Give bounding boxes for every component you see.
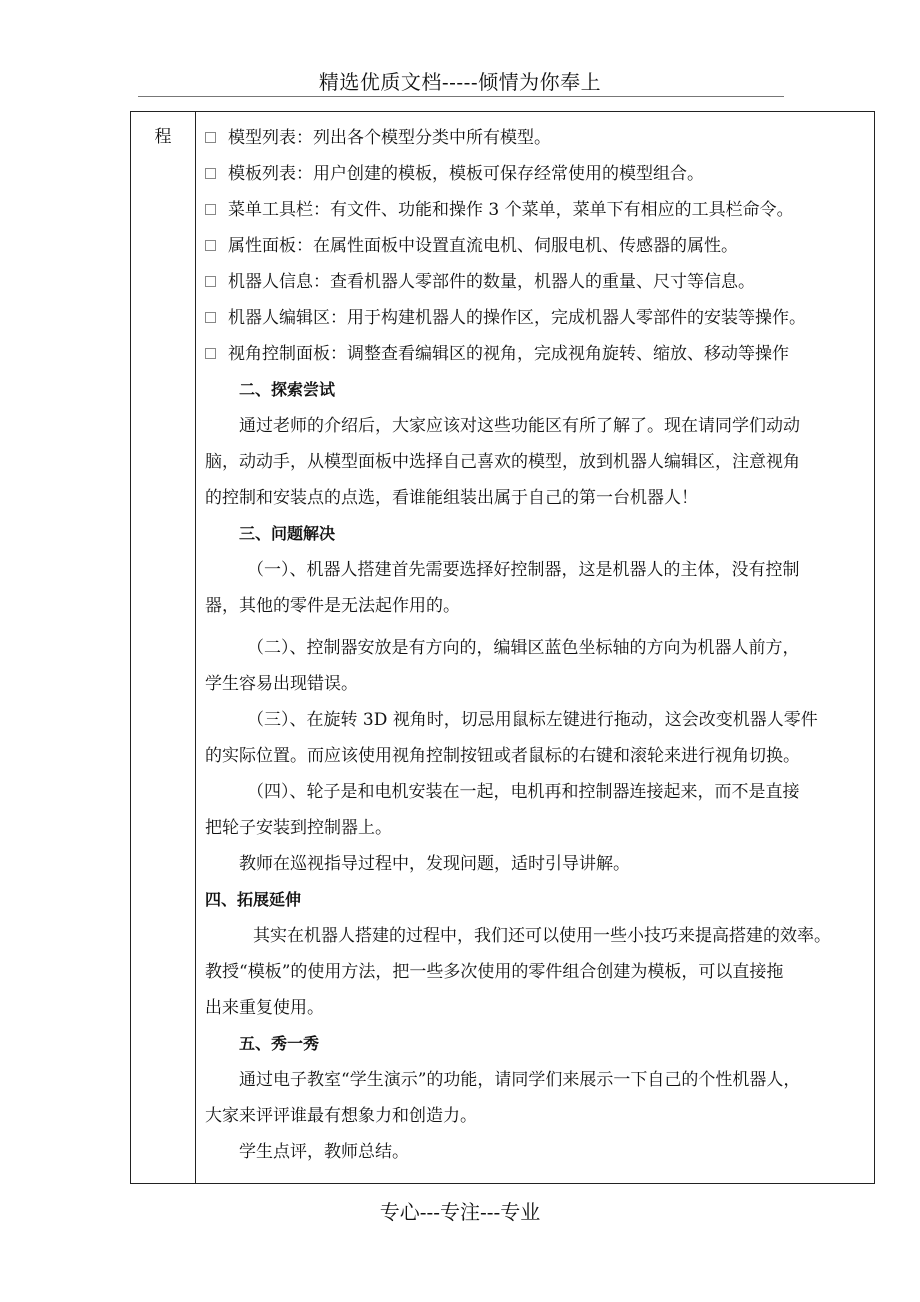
paragraph-line: 其实在机器人搭建的过程中，我们还可以使用一些小技巧来提高搭建的效率。 xyxy=(253,926,831,946)
checkbox-bullet-icon xyxy=(205,276,216,287)
page-footer: 专心---专注---专业 xyxy=(379,1200,541,1224)
paragraph-line: （四）、轮子是和电机安装在一起，电机再和控制器连接起来，而不是直接 xyxy=(247,782,800,802)
checkbox-bullet-icon xyxy=(205,204,216,215)
lesson-content xyxy=(205,120,877,1170)
section-heading-show: 五、秀一秀 xyxy=(239,1034,320,1053)
paragraph-line: 学生容易出现错误。 xyxy=(205,674,358,694)
checkbox-bullet-icon xyxy=(205,132,216,143)
paragraph-line: （一）、机器人搭建首先需要选择好控制器，这是机器人的主体，没有控制 xyxy=(247,560,800,580)
bullet-item: 菜单工具栏：有文件、功能和操作 3 个菜单，菜单下有相应的工具栏命令。 xyxy=(205,192,877,228)
paragraph-line: （二）、控制器安放是有方向的，编辑区蓝色坐标轴的方向为机器人前方， xyxy=(247,638,800,658)
checkbox-bullet-icon xyxy=(205,312,216,323)
paragraph-line: 学生点评，教师总结。 xyxy=(239,1142,409,1162)
paragraph-line: 脑，动动手，从模型面板中选择自己喜欢的模型，放到机器人编辑区，注意视角 xyxy=(205,452,800,472)
paragraph-line: 通过电子教室“学生演示”的功能，请同学们来展示一下自己的个性机器人， xyxy=(239,1070,801,1090)
bullet-item: 模板列表：用户创建的模板，模板可保存经常使用的模型组合。 xyxy=(205,156,877,192)
section-heading-problems: 三、问题解决 xyxy=(239,524,336,543)
bullet-item: 属性面板：在属性面板中设置直流电机、伺服电机、传感器的属性。 xyxy=(205,228,877,264)
section-heading-extension: 四、拓展延伸 xyxy=(205,890,302,909)
checkbox-bullet-icon xyxy=(205,240,216,251)
paragraph-line: 把轮子安装到控制器上。 xyxy=(205,818,392,838)
paragraph-line: 出来重复使用。 xyxy=(205,998,324,1018)
bullet-item: 机器人信息：查看机器人零部件的数量，机器人的重量、尺寸等信息。 xyxy=(205,264,877,300)
page-header: 精选优质文档-----倾情为你奉上 xyxy=(318,70,602,94)
bullet-item: 机器人编辑区：用于构建机器人的操作区，完成机器人零部件的安装等操作。 xyxy=(205,300,877,336)
checkbox-bullet-icon xyxy=(205,348,216,359)
paragraph-line: 器，其他的零件是无法起作用的。 xyxy=(205,596,460,616)
bullet-item: 模型列表：列出各个模型分类中所有模型。 xyxy=(205,120,877,156)
paragraph-line: （三）、在旋转 3D 视角时，切忌用鼠标左键进行拖动，这会改变机器人零件 xyxy=(247,710,818,730)
paragraph-line: 大家来评评谁最有想象力和创造力。 xyxy=(205,1106,477,1126)
paragraph-line: 通过老师的介绍后，大家应该对这些功能区有所了解了。现在请同学们动动 xyxy=(239,416,800,436)
lesson-table xyxy=(130,111,875,1184)
left-column-label: 程 xyxy=(154,127,172,147)
column-divider xyxy=(195,112,196,1183)
paragraph-line: 教授“模板”的使用方法，把一些多次使用的零件组合创建为模板，可以直接拖 xyxy=(205,962,784,982)
paragraph-line: 的实际位置。而应该使用视角控制按钮或者鼠标的右键和滚轮来进行视角切换。 xyxy=(205,746,800,766)
section-heading-explore: 二、探索尝试 xyxy=(239,380,336,399)
checkbox-bullet-icon xyxy=(205,168,216,179)
header-rule xyxy=(138,96,784,97)
paragraph-line: 的控制和安装点的点选，看谁能组装出属于自己的第一台机器人！ xyxy=(205,488,698,508)
bullet-item: 视角控制面板：调整查看编辑区的视角，完成视角旋转、缩放、移动等操作 xyxy=(205,336,877,372)
paragraph-line: 教师在巡视指导过程中，发现问题，适时引导讲解。 xyxy=(239,854,630,874)
